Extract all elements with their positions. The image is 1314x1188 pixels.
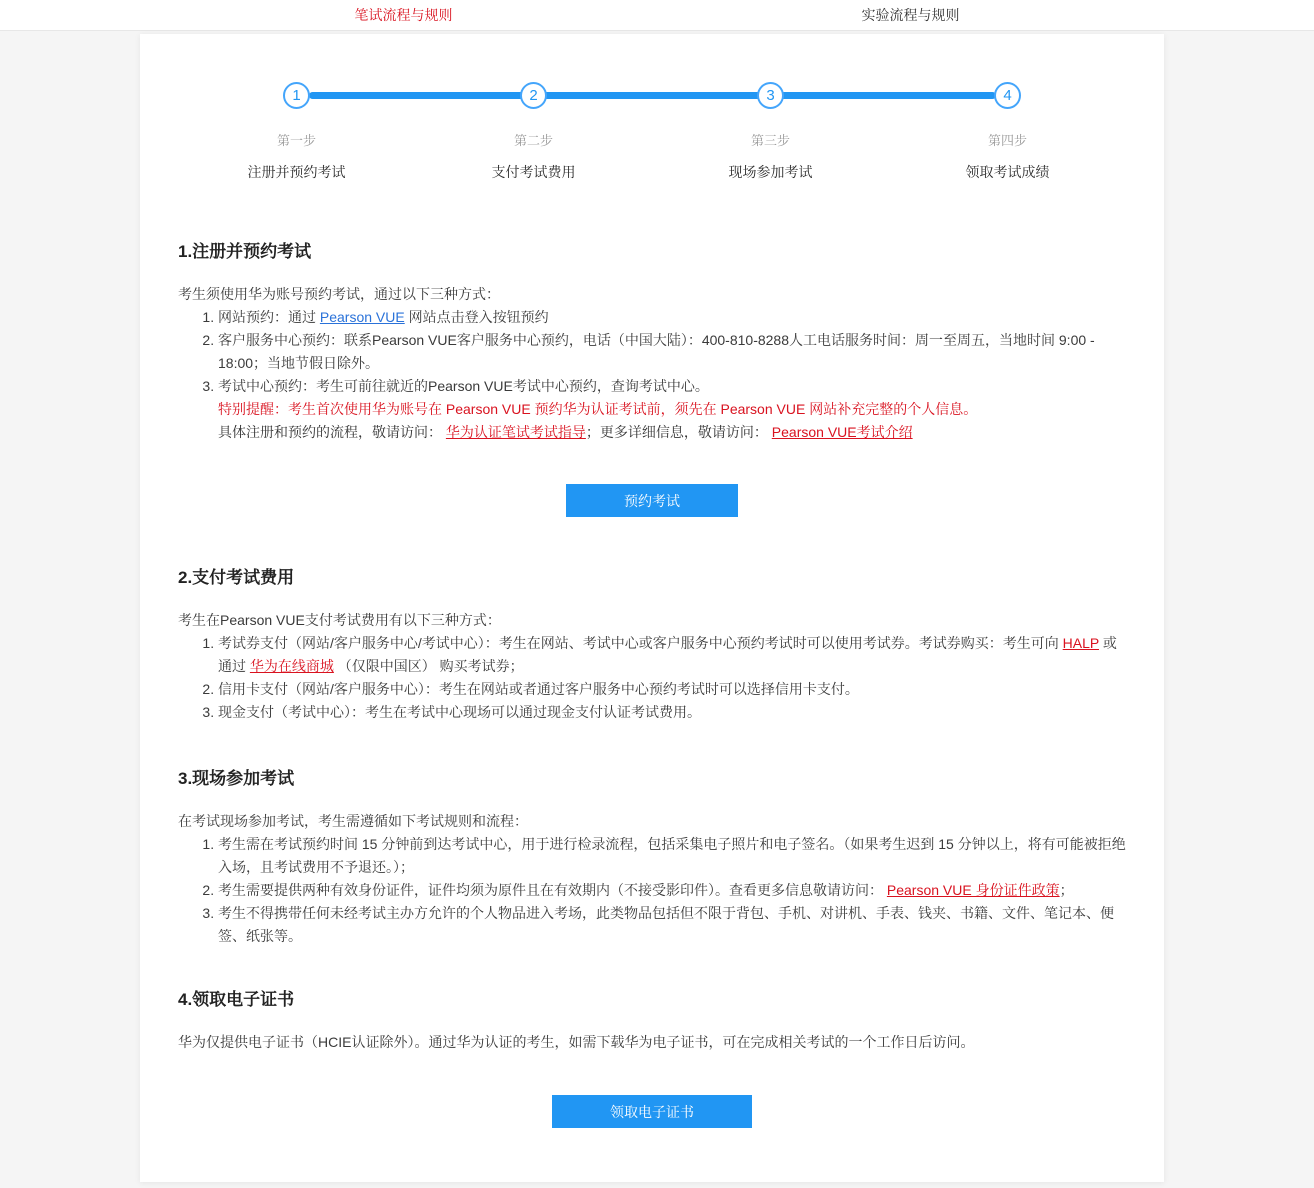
- written-exam-guide-link[interactable]: 华为认证笔试考试指导: [445, 424, 586, 440]
- section-3-intro: 在考试现场参加考试，考生需遵循如下考试规则和流程：: [178, 813, 528, 829]
- section-get-certificate: [178, 985, 1126, 1128]
- huawei-online-mall-link[interactable]: 华为在线商城: [249, 658, 334, 674]
- get-certificate-button[interactable]: 领取电子证书: [552, 1095, 752, 1128]
- exam-steps-progress: [178, 82, 1126, 182]
- list-item: [218, 833, 1126, 879]
- list-item: [218, 632, 1126, 678]
- step-3: [652, 82, 889, 182]
- process-rules-content: [178, 237, 1126, 1128]
- section-4-intro: 华为仅提供电子证书（HCIE认证除外）。通过华为认证的考生，如需下载华为电子证书，可在完成相关考试的一个工作日后访问。: [178, 1034, 975, 1050]
- text-segment: 信用卡支付（网站/客户服务中心）：考生在网站或者通过客户服务中心预约考试时可以选择信用卡支付。: [218, 681, 859, 697]
- section-2-list: [178, 632, 1126, 724]
- step-4-circle: 4: [994, 82, 1021, 109]
- halp-link[interactable]: HALP: [1062, 635, 1099, 651]
- step-2: [415, 82, 652, 182]
- section-2-intro: 考生在Pearson VUE支付考试费用有以下三种方式：: [178, 612, 501, 628]
- special-reminder-note: 特别提醒：考生首次使用华为账号在 Pearson VUE 预约华为认证考试前，须先在 Pearson VUE 网站补充完整的个人信息。: [218, 401, 978, 417]
- section-2-heading: 2.支付考试费用: [178, 568, 295, 587]
- section-4-heading: 4.领取电子证书: [178, 990, 295, 1009]
- section-3-list: [178, 833, 1126, 948]
- text-segment: 考生需在考试预约时间 15 分钟前到达考试中心，用于进行检录流程，包括采集电子照片和电子签名。（如果考生迟到 15 分钟以上，将有可能被拒绝入场，且考试费用不予退还。）；: [218, 836, 1126, 875]
- list-item: [218, 678, 1126, 701]
- step-4: [889, 82, 1126, 182]
- more-info-note: [218, 421, 1126, 444]
- list-item: [218, 879, 1126, 902]
- tab-written-exam-process[interactable]: 笔试流程与规则: [354, 7, 453, 23]
- text-segment: 考试中心预约：考生可前往就近的Pearson VUE考试中心预约，查询考试中心。: [218, 378, 709, 394]
- step-3-circle: 3: [757, 82, 784, 109]
- step-1-title: 注册并预约考试: [247, 164, 346, 180]
- step-3-sublabel: 第三步: [750, 133, 790, 148]
- text-segment: 考试券支付（网站/客户服务中心/考试中心）：考生在网站、考试中心或客户服务中心预约考试时可以使用考试券。考试券购买：考生可向: [218, 635, 1063, 651]
- text-segment: 客户服务中心预约：联系Pearson VUE客户服务中心预约，电话（中国大陆）：400-810-8288人工电话服务时间：周一至周五，当地时间 9:00 - 18:00；当地节假日除外。: [218, 332, 1095, 371]
- step-4-title: 领取考试成绩: [965, 164, 1050, 180]
- text-segment: 网站点击登入按钮预约: [404, 309, 549, 325]
- text-segment: 或通过: [218, 635, 1117, 674]
- section-attend-exam: [178, 764, 1126, 948]
- section-pay-exam-fee: [178, 563, 1126, 724]
- step-1-sublabel: 第一步: [276, 133, 316, 148]
- section-1-intro: 考生须使用华为账号预约考试，通过以下三种方式：: [178, 286, 500, 302]
- list-item: [218, 306, 1126, 329]
- section-1-heading: 1.注册并预约考试: [178, 242, 312, 261]
- step-2-title: 支付考试费用: [491, 164, 576, 180]
- text-segment: （仅限中国区） 购买考试券；: [333, 658, 524, 674]
- section-register-and-book: [178, 237, 1126, 517]
- pearson-vue-id-policy-link[interactable]: Pearson VUE 身份证件政策: [886, 882, 1060, 898]
- text-segment: 现金支付（考试中心）：考生在考试中心现场可以通过现金支付认证考试费用。: [218, 704, 701, 720]
- list-item: [218, 375, 1126, 398]
- section-3-heading: 3.现场参加考试: [178, 769, 295, 788]
- main-content-card: [140, 34, 1164, 1182]
- tab-lab-exam-process[interactable]: 实验流程与规则: [861, 7, 960, 23]
- text-segment: 考生不得携带任何未经考试主办方允许的个人物品进入考场，此类物品包括但不限于背包、手机、对讲机、手表、钱夹、书籍、文件、笔记本、便签、纸张等。: [218, 905, 1114, 944]
- list-item: [218, 329, 1126, 375]
- top-tab-bar: [0, 0, 1314, 31]
- step-1-circle: 1: [283, 82, 310, 109]
- step-2-sublabel: 第二步: [513, 133, 553, 148]
- list-item: [218, 701, 1126, 724]
- top-tab-bar-inner: [150, 0, 1164, 30]
- pearson-vue-link[interactable]: Pearson VUE: [319, 309, 405, 325]
- text-segment: ；: [1059, 882, 1074, 898]
- book-exam-button[interactable]: 预约考试: [566, 484, 738, 517]
- step-4-sublabel: 第四步: [987, 133, 1027, 148]
- text-segment: 具体注册和预约的流程，敬请访问：: [218, 424, 446, 440]
- text-segment: 考生需要提供两种有效身份证件，证件均须为原件且在有效期内（不接受影印件）。查看更多信息敬请访问：: [218, 882, 887, 898]
- step-2-circle: 2: [520, 82, 547, 109]
- list-item: [218, 902, 1126, 948]
- pearson-vue-intro-link[interactable]: Pearson VUE考试介绍: [771, 424, 913, 440]
- step-3-title: 现场参加考试: [728, 164, 813, 180]
- section-1-list: [178, 306, 1126, 398]
- text-segment: 网站预约：通过: [218, 309, 320, 325]
- step-1: [178, 82, 415, 182]
- text-segment: ；更多详细信息，敬请访问：: [585, 424, 772, 440]
